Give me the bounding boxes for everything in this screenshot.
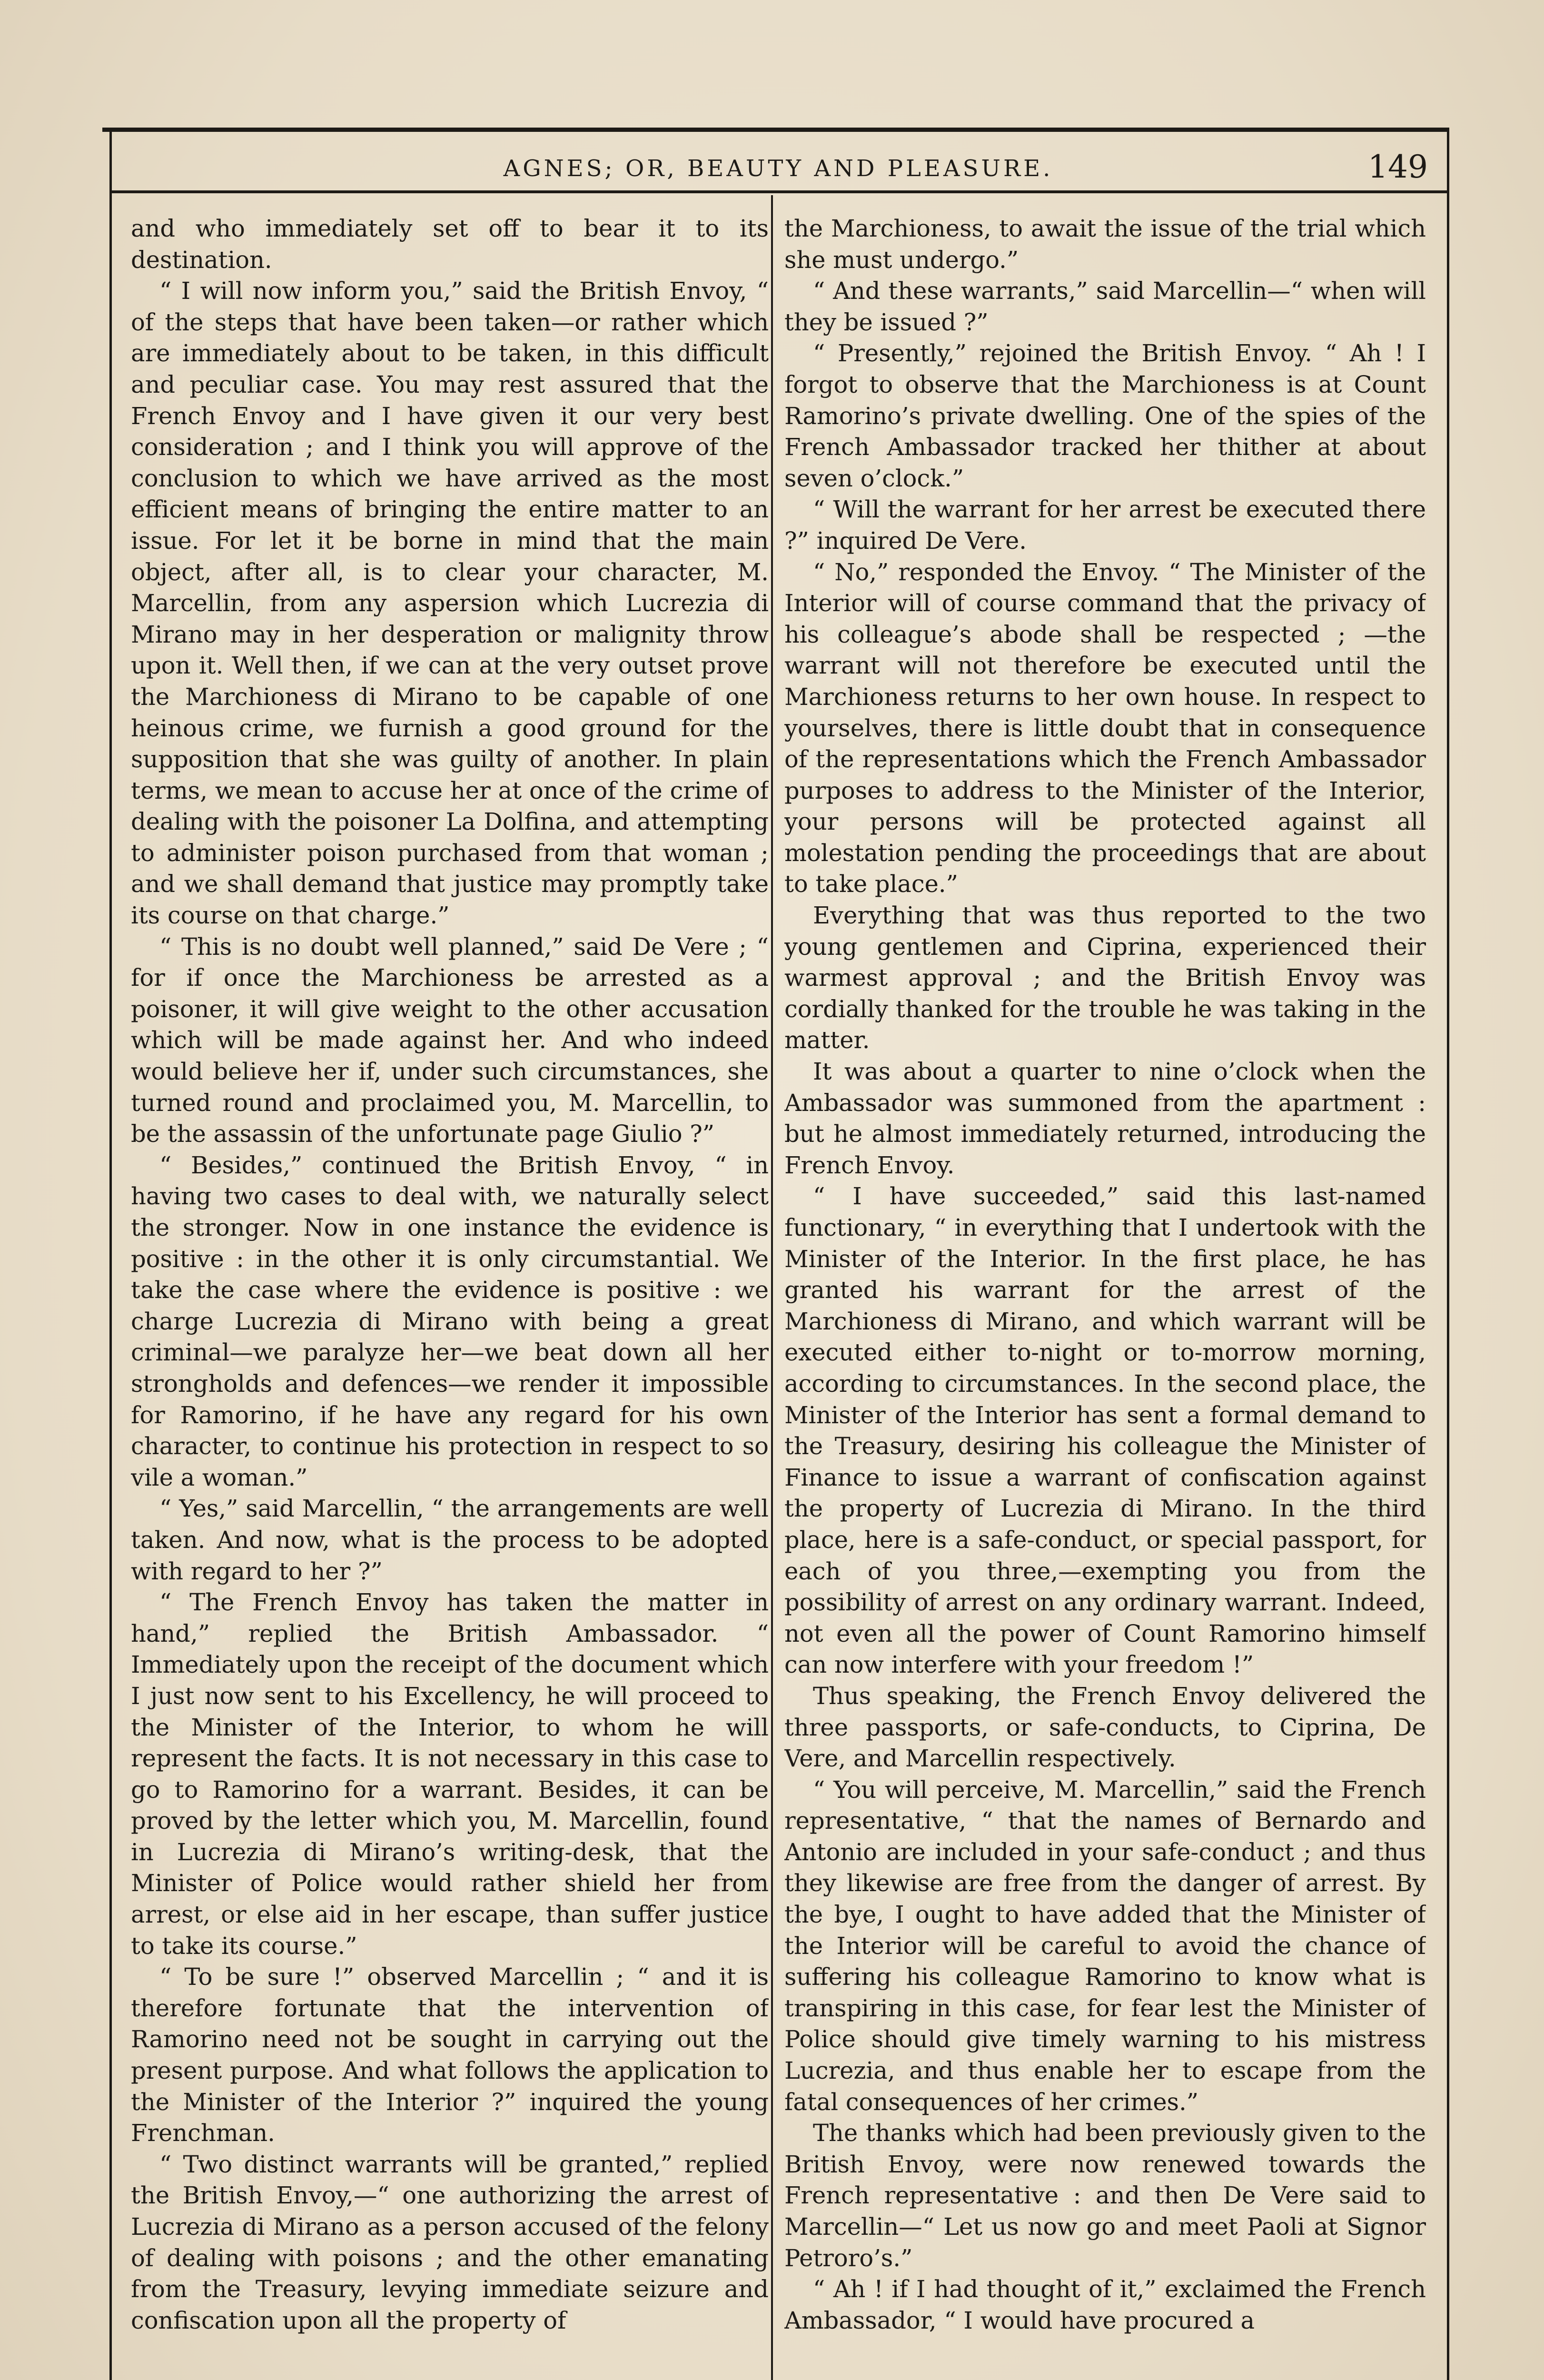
paragraph: Everything that was thus reported to the two young gentlemen and Ciprina, experienced their warmest approval ; and the British Envoy was cordially thanked for the trouble he was taking in the matter. xyxy=(784,902,1426,1054)
paragraph: “ I have succeeded,” said this last-named functionary, “ in everything that I undertook with the Minister of the Interior. In the first place, he has granted his warrant for the arrest of the Marchioness di Mirano, and which warrant will be executed either to-night or to-morrow morning, according to circumstances. In the second place, the Minister of the Interior has sent a formal demand to the Treasury, desiring his colleague the Minister of Finance to issue a warrant of confiscation against the property of Lucrezia di Mirano. In the third place, here is a safe-conduct, or special passport, for each of you three,—exempting you from the possibility of arrest on any ordinary warrant. Indeed, not even all the power of Count Ramorino himself can now interfere with your freedom !” xyxy=(784,1182,1426,1679)
column-divider xyxy=(771,195,773,2380)
paragraph: Thus speaking, the French Envoy delivered the three passports, or safe-conducts, to Ciprina, De Vere, and Marcellin respectively. xyxy=(784,1682,1426,1773)
paragraph: “ To be sure !” observed Marcellin ; “ and it is therefore fortunate that the intervention of Ramorino need not be sought in carrying out the present purpose. And what follows the application to the Minister of the Interior ?” inquired the young Frenchman. xyxy=(131,1963,769,2147)
paragraph: “ Ah ! if I had thought of it,” exclaimed the French Ambassador, “ I would have procured a xyxy=(784,2275,1426,2334)
paragraph: “ You will perceive, M. Marcellin,” said the French representative, “ that the names of Bernardo and Antonio are included in your safe-conduct ; and thus they likewise are free from the danger of arrest. By the bye, I ought to have added that the Minister of the Interior will be careful to avoid the chance of suffering his colleague Ramorino to know what is transpiring in this case, for fear lest the Minister of Police should give timely warning to his mistress Lucrezia, and thus enable her to escape from the fatal consequences of her crimes.” xyxy=(784,1775,1426,2116)
left-border-rule xyxy=(109,128,112,2380)
paragraph: “ The French Envoy has taken the matter in hand,” replied the British Ambassador. “ Immediately upon the receipt of the document which I just now sent to his Excellency, he will proceed to the Minister of the Interior, to whom he will represent the facts. It is not necessary in this case to go to Ramorino for a warrant. Besides, it can be proved by the letter which you, M. Marcellin, found in Lucrezia di Mirano’s writing-desk, that the Minister of Police would rather shield her from arrest, or else aid in her escape, than suffer justice to take its course.” xyxy=(131,1588,769,1960)
header-rule xyxy=(109,190,1447,193)
paragraph: and who immediately set off to bear it to its destination. xyxy=(131,215,769,274)
paragraph: The thanks which had been previously given to the British Envoy, were now renewed towards the French representative : and then De Vere said to Marcellin—“ Let us now go and meet Paoli at Signor Petroro’s.” xyxy=(784,2119,1426,2272)
running-head: AGNES; OR, BEAUTY AND PLEASURE. xyxy=(503,155,1053,182)
paragraph: It was about a quarter to nine o’clock when the Ambassador was summoned from the apartment : but he almost immediately returned, introducing the French Envoy. xyxy=(784,1058,1426,1179)
paragraph: “ Two distinct warrants will be granted,” replied the British Envoy,—“ one authorizing the arrest of Lucrezia di Mirano as a person accused of the felony of dealing with poisons ; and the other emanating from the Treasury, levying immediate seizure and confiscation upon all the property of xyxy=(131,2150,769,2334)
paragraph: “ Yes,” said Marcellin, “ the arrangements are well taken. And now, what is the process to be adopted with regard to her ?” xyxy=(131,1495,769,1585)
paragraph: “ And these warrants,” said Marcellin—“ when will they be issued ?” xyxy=(784,277,1426,336)
paragraph: “ This is no doubt well planned,” said De Vere ; “ for if once the Marchioness be arrested as a poisoner, it will give weight to the other accusation which will be made against her. And who indeed would believe her if, under such circumstances, she turned round and proclaimed you, M. Marcellin, to be the assassin of the unfortunate page Giulio ?” xyxy=(131,932,769,1148)
top-border-rule xyxy=(102,128,1449,132)
page-number: 149 xyxy=(1368,149,1428,185)
paragraph: “ No,” responded the Envoy. “ The Minister of the Interior will of course command that the privacy of his colleague’s abode shall be respected ; —the warrant will not therefore be executed until the Marchioness returns to her own house. In respect to yourselves, there is little doubt that in consequence of the representations which the French Ambassador purposes to address to the Minister of the Interior, your persons will be protected against all molestation pending the proceedings that are about to take place.” xyxy=(784,558,1426,898)
paragraph: “ I will now inform you,” said the British Envoy, “ of the steps that have been taken—or rather which are immediately about to be taken, in this difficult and peculiar case. You may rest assured that the French Envoy and I have given it our very best consideration ; and I think you will approve of the conclusion to which we have arrived as the most efficient means of bringing the entire matter to an issue. For let it be borne in mind that the main object, after all, is to clear your character, M. Marcellin, from any aspersion which Lucrezia di Mirano may in her desperation or malignity throw upon it. Well then, if we can at the very outset prove the Marchioness di Mirano to be capable of one heinous crime, we furnish a good ground for the supposition that she was guilty of another. In plain terms, we mean to accuse her at once of the crime of dealing with the poisoner La Dolfina, and attempting to administer poison purchased from that woman ; and we shall demand that justice may promptly take its course on that charge.” xyxy=(131,277,769,930)
paragraph: “ Besides,” continued the British Envoy, “ in having two cases to deal with, we naturally select the stronger. Now in one instance the evidence is positive : in the other it is only circumstantial. We take the case where the evidence is positive : we charge Lucrezia di Mirano with being a great criminal—we paralyze her—we beat down all her strongholds and defences—we render it impossible for Ramorino, if he have any regard for his own character, to continue his protection in respect to so vile a woman.” xyxy=(131,1151,769,1491)
left-column xyxy=(131,213,769,2380)
right-column xyxy=(784,213,1426,2380)
paragraph: the Marchioness, to await the issue of the trial which she must undergo.” xyxy=(784,215,1426,274)
right-border-rule xyxy=(1447,128,1449,2380)
paragraph: “ Will the warrant for her arrest be executed there ?” inquired De Vere. xyxy=(784,496,1426,555)
paragraph: “ Presently,” rejoined the British Envoy. “ Ah ! I forgot to observe that the Marchioness is at Count Ramorino’s private dwelling. One of the spies of the French Ambassador tracked her thither at about seven o’clock.” xyxy=(784,339,1426,492)
